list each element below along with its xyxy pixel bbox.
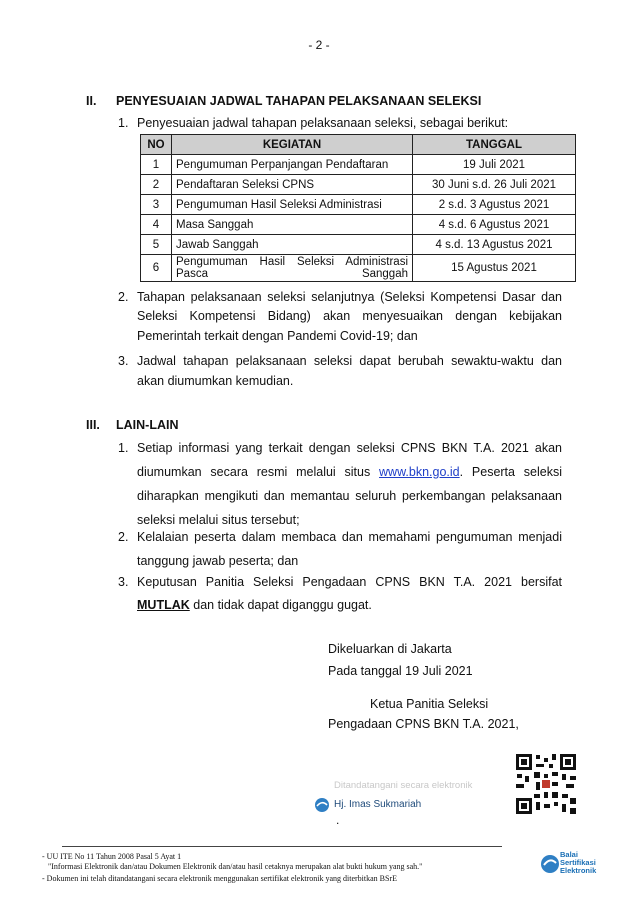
cell-no: 1 — [141, 155, 172, 175]
s3-item1-number: 1. — [118, 441, 129, 455]
table-header-row — [141, 135, 576, 155]
cell-no: 6 — [141, 255, 172, 282]
s3-item3-line2-post: dan tidak dapat diganggu gugat. — [189, 598, 372, 612]
s2-item1-number: 1. — [118, 116, 129, 130]
s3-item1-line4: seleksi melalui situs tersebut; — [137, 513, 300, 527]
schedule-table — [140, 134, 576, 282]
footer-law-reference: - UU ITE No 11 Tahun 2008 Pasal 5 Ayat 1 — [42, 852, 182, 861]
bkn-website-link[interactable]: www.bkn.go.id — [379, 465, 460, 479]
section-3-number: III. — [86, 418, 100, 432]
logo-line-2: Sertifikasi — [560, 858, 596, 867]
footer-esign-notice: - Dokumen ini telah ditandatangani secara elektronik menggunakan sertifikat elektronik yang diterbitkan BSrE — [42, 874, 397, 883]
s3-item1-line3: diharapkan mengikuti dan memantau seluruh perkembangan pelaksanaan — [137, 489, 562, 503]
cell-kegiatan: Jawab Sanggah — [172, 235, 413, 255]
bsre-small-logo-icon — [314, 797, 330, 816]
table-row — [141, 155, 576, 175]
cell-tanggal: 30 Juni s.d. 26 Juli 2021 — [413, 175, 576, 195]
cell-no: 4 — [141, 215, 172, 235]
s3-item2-line1: Kelalaian peserta dalam membaca dan memahami pengumuman menjadi — [137, 530, 562, 544]
page-number: - 2 - — [308, 38, 330, 52]
s3-item1-line2-pre: diumumkan secara resmi melalui situs — [137, 465, 380, 479]
cell-tanggal: 4 s.d. 6 Agustus 2021 — [413, 215, 576, 235]
table-row — [141, 195, 576, 215]
header-no: NO — [141, 135, 172, 155]
issued-date: Pada tanggal 19 Juli 2021 — [328, 664, 473, 678]
header-kegiatan: KEGIATAN — [172, 135, 413, 155]
cell-tanggal: 15 Agustus 2021 — [413, 255, 576, 282]
table-row — [141, 235, 576, 255]
s2-item3-number: 3. — [118, 354, 129, 368]
section-2-number: II. — [86, 94, 97, 108]
e-signature-watermark: Ditandatangani secara elektronik — [334, 780, 473, 791]
bsre-logo-text — [560, 851, 596, 875]
cell-no: 2 — [141, 175, 172, 195]
s3-item3-line2 — [137, 598, 372, 612]
issued-place: Dikeluarkan di Jakarta — [328, 642, 452, 656]
s3-item3-number: 3. — [118, 575, 129, 589]
signature-dot: . — [336, 813, 340, 827]
s3-item3-line1: Keputusan Panitia Seleksi Pengadaan CPNS BKN T.A. 2021 bersifat — [137, 575, 562, 589]
logo-line-1: Balai — [560, 850, 578, 859]
s3-item1-line1: Setiap informasi yang terkait dengan seleksi CPNS BKN T.A. 2021 akan — [137, 441, 562, 455]
cell-kegiatan: Pengumuman Perpanjangan Pendaftaran — [172, 155, 413, 175]
cell-tanggal: 2 s.d. 3 Agustus 2021 — [413, 195, 576, 215]
table-row — [141, 255, 576, 282]
table-row — [141, 175, 576, 195]
s2-item2-line3: Pemerintah terkait dengan Pandemi Covid-19; dan — [137, 329, 418, 343]
cell-kegiatan: Pendaftaran Seleksi CPNS — [172, 175, 413, 195]
cell-tanggal: 19 Juli 2021 — [413, 155, 576, 175]
s2-item3-line1: Jadwal tahapan pelaksanaan seleksi dapat berubah sewaktu-waktu dan — [137, 354, 562, 368]
cell-kegiatan: Masa Sanggah — [172, 215, 413, 235]
signer-role-1: Ketua Panitia Seleksi — [370, 697, 489, 711]
section-3-title: LAIN-LAIN — [116, 418, 179, 432]
footer-law-quote: "Informasi Elektronik dan/atau Dokumen Elektronik dan/atau hasil cetaknya merupakan alat bukti hukum yang sah." — [48, 862, 423, 871]
s3-item1-line2 — [137, 465, 562, 479]
s2-item2-number: 2. — [118, 290, 129, 304]
footer-divider — [62, 846, 502, 847]
s2-item2-line2: Seleksi Kompetensi Bidang) akan menyesuaikan dengan kebijakan — [137, 309, 562, 323]
s3-item2-number: 2. — [118, 530, 129, 544]
section-2-title: PENYESUAIAN JADWAL TAHAPAN PELAKSANAAN SELEKSI — [116, 94, 482, 108]
s2-item2-line1: Tahapan pelaksanaan seleksi selanjutnya (Seleksi Kompetensi Dasar dan — [137, 290, 562, 304]
cell-no: 5 — [141, 235, 172, 255]
cell-kegiatan: Pengumuman Hasil Seleksi Administrasi — [172, 195, 413, 215]
qr-code-icon — [514, 752, 578, 816]
s2-item3-line2: akan diumumkan kemudian. — [137, 374, 294, 388]
signer-role-2: Pengadaan CPNS BKN T.A. 2021, — [328, 717, 519, 731]
signer-name: Hj. Imas Sukmariah — [334, 799, 422, 810]
s3-item1-line2-post: . Peserta seleksi — [459, 465, 562, 479]
mutlak-emphasis: MUTLAK — [137, 598, 190, 612]
cell-kegiatan: Pengumuman Hasil Seleksi Administrasi Pasca Sanggah — [172, 255, 413, 282]
s3-item2-line2: tanggung jawab peserta; dan — [137, 554, 299, 568]
cell-no: 3 — [141, 195, 172, 215]
cell-tanggal: 4 s.d. 13 Agustus 2021 — [413, 235, 576, 255]
bsre-logo-icon — [540, 852, 560, 879]
table-row — [141, 215, 576, 235]
header-tanggal: TANGGAL — [413, 135, 576, 155]
s2-item1-text: Penyesuaian jadwal tahapan pelaksanaan seleksi, sebagai berikut: — [137, 116, 509, 130]
logo-line-3: Elektronik — [560, 866, 597, 875]
